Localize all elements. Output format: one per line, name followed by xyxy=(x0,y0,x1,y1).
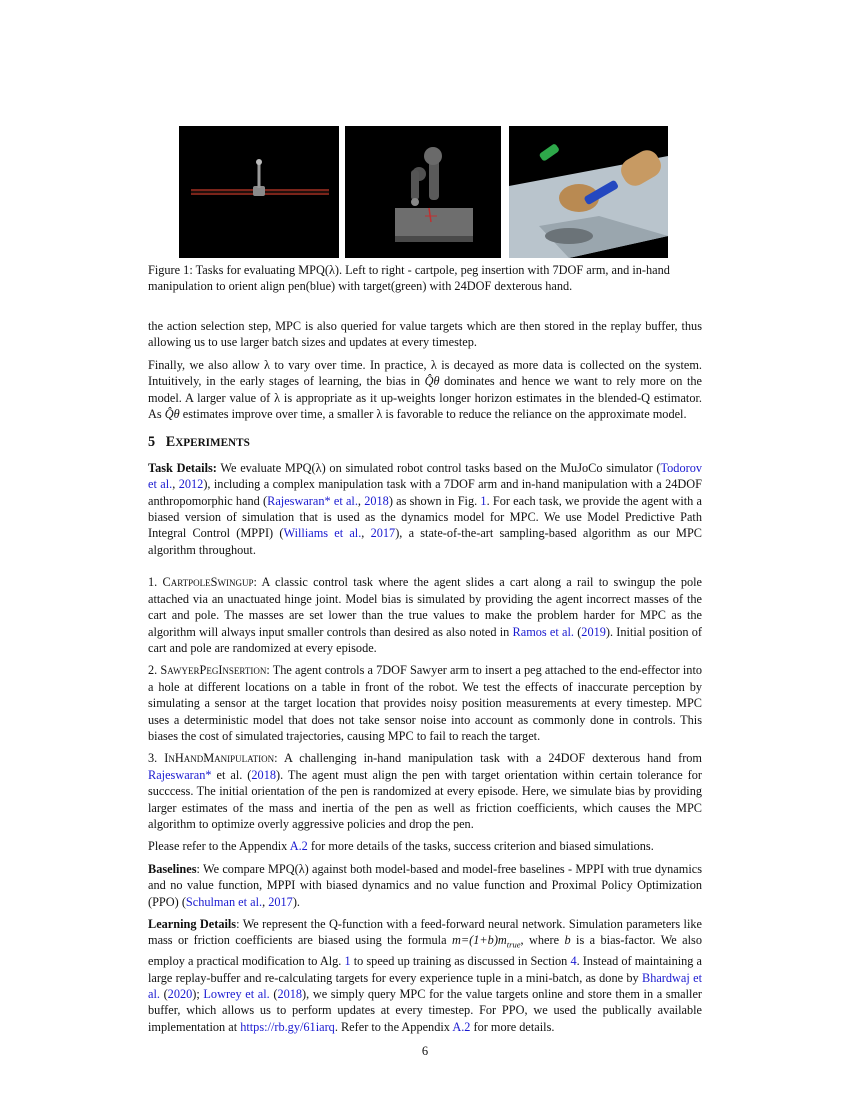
text-run: , xyxy=(361,526,371,541)
caption-line-2: manipulation to orient align pen(blue) with target(green) with 24DOF dexterous hand. xyxy=(148,279,573,293)
text-run: ). Initial position of cart and pole are randomized at every episode. xyxy=(148,624,702,655)
algorithm-ref[interactable]: 1 xyxy=(344,954,351,969)
cite-lowrey-year[interactable]: 2018 xyxy=(277,987,303,1002)
section-title-rest: XPERIMENTS xyxy=(175,437,250,450)
cite-schulman-year[interactable]: 2017 xyxy=(268,894,293,909)
cite-rajeswaran-2[interactable]: Rajeswaran* xyxy=(148,767,212,782)
bias-symbol: b xyxy=(564,933,571,948)
text-run: ), including a complex manipulation task with a 7DOF arm and in-hand manipulation with a 24DOF anthropomorphic hand ( xyxy=(148,477,703,508)
page-number: 6 xyxy=(421,1044,429,1058)
section-ref[interactable]: 4 xyxy=(570,954,577,969)
cite-schulman[interactable]: Schulman et al. xyxy=(185,894,263,909)
text-run: ) as shown in Fig. xyxy=(388,493,481,508)
caption-line-1: Figure 1: Tasks for evaluating MPQ(λ). Left to right - cartpole, peg insertion with 7DOF arm, and in-hand xyxy=(148,263,670,277)
baselines-label: Baselines xyxy=(148,861,197,876)
learning-details-label: Learning Details xyxy=(148,917,237,931)
text-run: ), we simply query MPC for the value targets online and store them in a smaller buffer, which allows us to perform updates at every timestep. For PPO, we used the publically available implementation at xyxy=(148,987,703,1034)
ppo-url-link[interactable]: https://rb.gy/61iarq xyxy=(240,1019,335,1034)
cite-rajeswaran[interactable]: Rajeswaran* et al. xyxy=(267,493,358,508)
bias-formula xyxy=(451,933,521,950)
cite-ramos-year[interactable]: 2019 xyxy=(581,624,606,639)
text-run: to speed up training as discussed in Section xyxy=(350,954,571,969)
peg-insertion-render xyxy=(345,126,501,258)
text-run: 2. xyxy=(148,663,161,678)
text-run: . For each task, we provide the agent with a biased version of simulation that is used as the dynamics model for MPC. We use Model Predictive Path Integral Control (MPPI) ( xyxy=(148,493,702,541)
cite-williams-year[interactable]: 2017 xyxy=(370,526,396,541)
paragraph-lambda xyxy=(148,357,702,423)
section-title-first: E xyxy=(165,434,176,451)
in-hand-manipulation-image xyxy=(509,126,668,258)
section-heading xyxy=(148,434,702,451)
text-run: . Instead of maintaining a large replay-buffer and re-calculating targets for every experience tuple in a mini-batch, as done by xyxy=(148,954,702,985)
q-hat-symbol: Q̂θ xyxy=(164,407,180,422)
text-run: et al. ( xyxy=(211,767,252,782)
cite-todorov[interactable]: Todorov et al. xyxy=(148,460,702,492)
text-run: ( xyxy=(573,624,582,639)
formula-subscript: true xyxy=(506,939,521,950)
cite-todorov-year[interactable]: 2012 xyxy=(178,477,204,492)
section-number: 5 xyxy=(148,434,156,451)
paragraph-task-3 xyxy=(148,750,702,832)
lambda-text-b: dominates and hence we want to rely more on the model. A larger value of λ is appropriate as it up-weights longer horizon estimates in the blended-Q estimator. As xyxy=(148,374,702,422)
cite-rajeswaran-year[interactable]: 2018 xyxy=(364,493,389,508)
paragraph-replay: the action selection step, MPC is also queried for value targets which are then stored in the replay buffer, thus allowing us to use larger batch sizes and updates at every timestep. xyxy=(148,319,702,350)
lambda-text-a: Finally, we also allow λ to vary over time. In practice, λ is decayed as more data is collected on the system. Intuitively, in the early stages of learning, the bias in xyxy=(148,357,702,389)
text-run: , xyxy=(262,894,269,909)
text-run: We evaluate MPQ(λ) on simulated robot control tasks based on the MuJoCo simulator ( xyxy=(216,460,661,475)
text-run: is a bias-factor. We also employ a practical modification to Alg. xyxy=(148,933,702,969)
paragraph-task-2 xyxy=(148,662,702,744)
paragraph-appendix-note xyxy=(148,838,702,854)
text-run: ( xyxy=(269,987,278,1002)
cite-ramos[interactable]: Ramos et al. xyxy=(512,624,574,639)
text-run: , where xyxy=(520,933,565,948)
text-run: : We compare MPQ(λ) against both model-based and model-free baselines - MPPI with true dynamics and no value function, MPPI with biased dynamics and no value function and Proximal Policy Optimization (PPO) ( xyxy=(148,861,702,909)
q-hat-symbol: Q̂θ xyxy=(424,374,440,389)
text-run: ). xyxy=(292,894,300,909)
in-hand-render xyxy=(509,126,668,258)
formula-main: m=(1+b)m xyxy=(451,933,507,948)
text-run: ); xyxy=(192,987,204,1002)
text-run: ( xyxy=(159,987,168,1002)
text-run: : A classic control task where the agent slides a cart along a rail to swingup the pole attached via an unactuated hinge joint. Model bias is simulated by providing the agent incorrect masses of the cart and pole. The masses are set lower than the true values to make the problem harder for MPC as the algorithm will always input smaller controls than desired as also noted in xyxy=(148,575,702,639)
text-run: ). The agent must align the pen with target orientation within certain tolerance for succcess. The initial orientation of the pen is randomized at every episode. Here, we simulate bias by providing larger estimates of the mass and inertia of the pen as well as friction coefficients, which causes the MPC algorithm to optimize overly aggressive policies and drop the pen. xyxy=(148,767,702,831)
text-run: . Refer to the Appendix xyxy=(334,1019,453,1034)
figure-caption xyxy=(148,262,702,294)
text-run: for more details. xyxy=(470,1019,555,1034)
task-name-sawyer: SawyerPegInsertion xyxy=(160,663,267,678)
text-run: , xyxy=(357,493,365,508)
cite-lowrey[interactable]: Lowrey et al. xyxy=(203,987,270,1002)
text-run: 3. xyxy=(148,751,165,766)
paragraph-learning-details xyxy=(148,916,702,1035)
text-run: ), a state-of-the-art sampling-based algorithm as our MPC algorithm throughout. xyxy=(148,526,702,557)
text-run: , xyxy=(172,477,179,492)
text-run: : The agent controls a 7DOF Sawyer arm to insert a peg attached to the end-effector into a hole at different locations on a table in front of the robot. We test the effects of inaccurate perception by simulating a sensor at the target location that provides noisy position measurements at every timestep. MPC uses a deterministic model that does not take sensor noise into account as commonly done in controls. This biases the cost of simulated trajectories, causing MPC to fail to reach the target. xyxy=(148,663,703,743)
task-name-inhand: InHandManipulation xyxy=(164,751,275,766)
lambda-text-c: estimates improve over time, a smaller λ is favorable to reduce the reliance on the approximate model. xyxy=(179,407,687,422)
figure-ref[interactable]: 1 xyxy=(480,493,487,508)
figure-row xyxy=(179,126,668,258)
cartpole-image xyxy=(179,126,339,258)
text-run: 1. xyxy=(148,575,163,590)
text-run: : We represent the Q-function with a feed-forward neural network. Simulation parameters like mass or friction coefficients are biased using the formula xyxy=(148,917,702,948)
text-run: : A challenging in-hand manipulation task with a 24DOF dexterous hand from xyxy=(274,751,702,766)
paragraph-task-details xyxy=(148,460,702,558)
cite-williams[interactable]: Williams et al. xyxy=(283,526,362,541)
cite-bhardwaj-year[interactable]: 2020 xyxy=(167,987,193,1002)
task-name-cartpole: CartpoleSwingup xyxy=(162,575,254,590)
paragraph-baselines xyxy=(148,861,702,910)
cite-bhardwaj[interactable]: Bhardwaj et al. xyxy=(148,970,703,1002)
paragraph-task-1 xyxy=(148,574,702,656)
body-text-upper xyxy=(148,318,702,1041)
task-details-label: Task Details: xyxy=(148,460,217,475)
cartpole-render xyxy=(179,126,339,258)
cite-rajeswaran-2-year[interactable]: 2018 xyxy=(251,767,276,782)
text-run: Please refer to the Appendix xyxy=(148,839,290,854)
appendix-ref-2[interactable]: A.2 xyxy=(452,1019,471,1034)
appendix-ref[interactable]: A.2 xyxy=(289,839,308,854)
peg-insertion-image xyxy=(345,126,501,258)
text-run: for more details of the tasks, success criterion and biased simulations. xyxy=(307,839,654,854)
